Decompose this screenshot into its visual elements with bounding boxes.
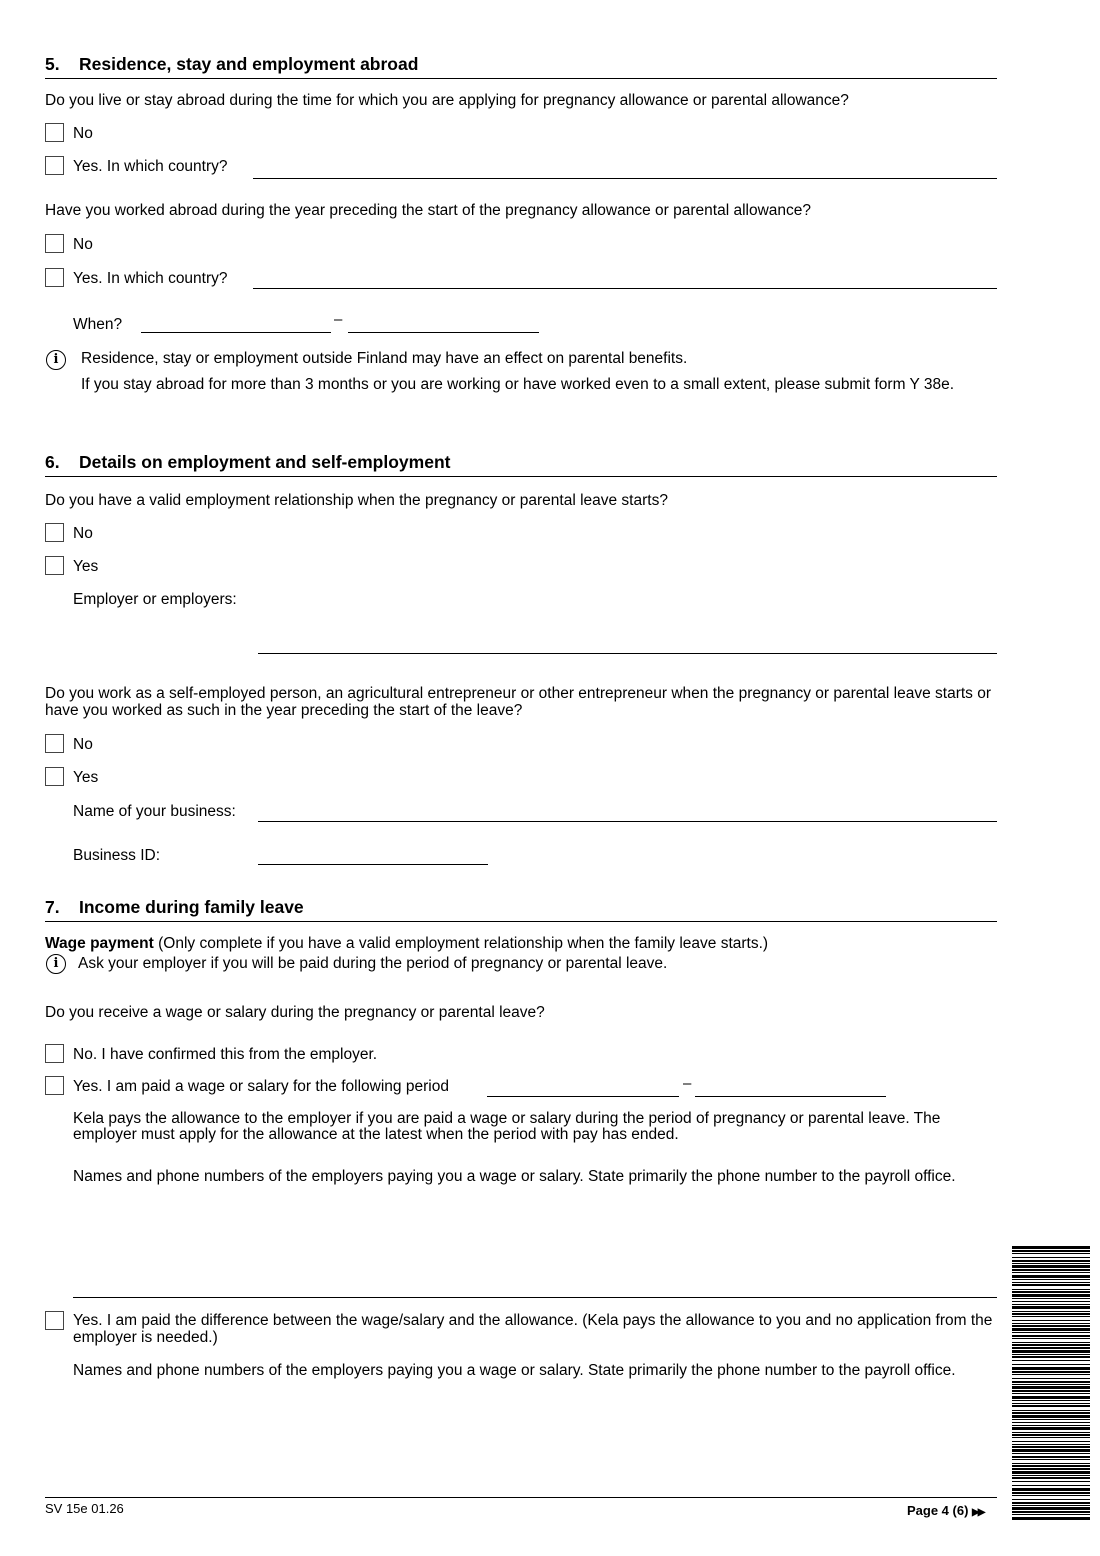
barcode-bar bbox=[1012, 1294, 1090, 1297]
s7-no-checkbox[interactable] bbox=[45, 1044, 64, 1063]
barcode-bar bbox=[1012, 1356, 1090, 1358]
s7-wage-payment-line bbox=[45, 935, 768, 953]
barcode-bar bbox=[1012, 1505, 1090, 1506]
barcode-bar bbox=[1012, 1332, 1090, 1333]
s5-q2-country-field[interactable] bbox=[253, 288, 997, 289]
barcode-bar bbox=[1012, 1263, 1090, 1264]
barcode-bar bbox=[1012, 1499, 1090, 1500]
barcode-bar bbox=[1012, 1475, 1090, 1476]
barcode-bar bbox=[1012, 1338, 1090, 1339]
s6-employer-field[interactable] bbox=[258, 653, 997, 654]
s7-period-start-field[interactable] bbox=[487, 1096, 679, 1097]
section-6-title: 6. Details on employment and self-employment bbox=[45, 452, 451, 472]
barcode-bar bbox=[1012, 1364, 1090, 1365]
s6-q2-yes-checkbox[interactable] bbox=[45, 767, 64, 786]
barcode-bar bbox=[1012, 1425, 1090, 1426]
barcode-bar bbox=[1012, 1485, 1090, 1486]
s7-employers-field-1[interactable] bbox=[73, 1297, 997, 1298]
barcode-bar bbox=[1012, 1381, 1090, 1383]
s7-wage-payment-heading: Wage payment bbox=[45, 935, 154, 952]
s7-yes-difference-label: Yes. I am paid the difference between the wage/salary and the allowance. (Kela pays the allowance to you and no application from the employer is needed.) bbox=[73, 1312, 993, 1346]
barcode-bar bbox=[1012, 1384, 1090, 1385]
barcode-bar bbox=[1012, 1378, 1090, 1379]
s6-q2-no-checkbox[interactable] bbox=[45, 734, 64, 753]
info-icon: i bbox=[46, 350, 66, 370]
barcode-bar bbox=[1012, 1325, 1090, 1327]
barcode-bar bbox=[1012, 1507, 1090, 1510]
barcode-bar bbox=[1012, 1453, 1090, 1454]
barcode-bar bbox=[1012, 1284, 1090, 1286]
s5-info-text-1: Residence, stay or employment outside Finland may have an effect on parental benefits. bbox=[81, 350, 688, 367]
s7-yes-period-checkbox[interactable] bbox=[45, 1076, 64, 1095]
barcode-bar bbox=[1012, 1269, 1090, 1271]
barcode-bar bbox=[1012, 1344, 1090, 1346]
barcode-bar bbox=[1012, 1434, 1090, 1436]
s5-when-end-field[interactable] bbox=[348, 332, 539, 333]
barcode-bar bbox=[1012, 1282, 1090, 1283]
info-icon: i bbox=[46, 954, 66, 974]
s6-q1-yes-label: Yes bbox=[73, 558, 99, 575]
barcode-bar bbox=[1012, 1456, 1090, 1458]
barcode-bar bbox=[1012, 1511, 1090, 1513]
barcode-bar bbox=[1012, 1481, 1090, 1482]
s7-names-text-1: Names and phone numbers of the employers paying you a wage or salary. State primarily the phone number to the payroll office. bbox=[73, 1168, 956, 1185]
s5-when-start-field[interactable] bbox=[141, 332, 331, 333]
s5-q1-yes-label: Yes. In which country? bbox=[73, 158, 228, 175]
s5-info-text-2: If you stay abroad for more than 3 months or you are working or have worked even to a small extent, please submit form Y 38e. bbox=[81, 376, 955, 393]
barcode-bar bbox=[1012, 1495, 1090, 1496]
s5-q2-yes-checkbox[interactable] bbox=[45, 268, 64, 287]
barcode-bar bbox=[1012, 1275, 1090, 1278]
barcode-bar bbox=[1012, 1250, 1090, 1252]
s6-business-id-label: Business ID: bbox=[73, 847, 161, 864]
barcode-bar bbox=[1012, 1253, 1090, 1254]
barcode-bar bbox=[1012, 1422, 1090, 1423]
barcode-bar bbox=[1012, 1311, 1090, 1312]
barcode-bar bbox=[1012, 1342, 1090, 1343]
s7-no-label: No. I have confirmed this from the employer. bbox=[73, 1046, 378, 1063]
s5-when-label: When? bbox=[73, 316, 123, 333]
barcode-bar bbox=[1012, 1502, 1090, 1504]
barcode-bar bbox=[1012, 1367, 1090, 1370]
s5-when-dash: – bbox=[334, 311, 343, 328]
barcode-bar bbox=[1012, 1306, 1090, 1309]
s6-business-name-label: Name of your business: bbox=[73, 803, 236, 820]
barcode-bar bbox=[1012, 1257, 1090, 1258]
footer-form-code: SV 15e 01.26 bbox=[45, 1501, 124, 1516]
barcode-bar bbox=[1012, 1488, 1090, 1491]
section-5-question-1: Do you live or stay abroad during the time for which you are applying for pregnancy allowance or parental allowance? bbox=[45, 92, 849, 109]
barcode-bar bbox=[1012, 1432, 1090, 1433]
barcode-bar bbox=[1012, 1313, 1090, 1315]
barcode-bar bbox=[1012, 1260, 1090, 1262]
barcode-bar bbox=[1012, 1437, 1090, 1438]
barcode-bar bbox=[1012, 1272, 1090, 1273]
s5-q1-no-checkbox[interactable] bbox=[45, 123, 64, 142]
s6-q1-no-checkbox[interactable] bbox=[45, 523, 64, 542]
barcode-bar bbox=[1012, 1390, 1090, 1392]
barcode-bar bbox=[1012, 1265, 1090, 1268]
barcode-bar bbox=[1012, 1328, 1090, 1331]
s6-employer-label: Employer or employers: bbox=[73, 591, 237, 608]
s7-yes-difference-checkbox[interactable] bbox=[45, 1311, 64, 1330]
s7-info-text: Ask your employer if you will be paid during the period of pregnancy or parental leave. bbox=[78, 955, 668, 972]
s5-q1-no-label: No bbox=[73, 125, 93, 142]
barcode-bar bbox=[1012, 1463, 1090, 1464]
barcode-bar bbox=[1012, 1323, 1090, 1324]
barcode-bar bbox=[1012, 1279, 1090, 1280]
barcode-bar bbox=[1012, 1446, 1090, 1448]
barcode-bar bbox=[1012, 1412, 1090, 1414]
s7-question: Do you receive a wage or salary during the pregnancy or parental leave? bbox=[45, 1004, 545, 1021]
section-6-rule bbox=[45, 476, 997, 477]
s6-q2-no-label: No bbox=[73, 736, 93, 753]
barcode-image bbox=[1012, 1246, 1090, 1518]
footer-rule bbox=[45, 1497, 997, 1498]
barcode-bar bbox=[1012, 1304, 1090, 1305]
barcode-bar bbox=[1012, 1400, 1090, 1401]
section-5-rule bbox=[45, 78, 997, 79]
section-5-question-2: Have you worked abroad during the year preceding the start of the pregnancy allowance or parental allowance? bbox=[45, 202, 812, 219]
s5-q2-no-checkbox[interactable] bbox=[45, 234, 64, 253]
barcode-bar bbox=[1012, 1289, 1090, 1290]
barcode-bar bbox=[1012, 1386, 1090, 1389]
footer-page-number: Page 4 (6) ▶▶ bbox=[907, 1503, 984, 1518]
s7-yes-period-label: Yes. I am paid a wage or salary for the following period bbox=[73, 1078, 449, 1095]
barcode-bar bbox=[1012, 1350, 1090, 1353]
barcode-bar bbox=[1012, 1298, 1090, 1299]
section-6-question-2: Do you work as a self-employed person, an agricultural entrepreneur or other entrepreneur when the pregnancy or parental leave starts or have you worked as such in the year preceding the start of the leave? bbox=[45, 685, 992, 719]
s7-period-end-field[interactable] bbox=[695, 1096, 886, 1097]
barcode-bar bbox=[1012, 1396, 1090, 1399]
barcode-bar bbox=[1012, 1477, 1090, 1479]
section-6-question-1: Do you have a valid employment relationship when the pregnancy or parental leave starts? bbox=[45, 492, 668, 509]
barcode-bar bbox=[1012, 1291, 1090, 1293]
barcode-bar bbox=[1012, 1374, 1090, 1375]
s6-business-name-field[interactable] bbox=[258, 821, 997, 822]
barcode-bar bbox=[1012, 1492, 1090, 1494]
barcode-bar bbox=[1012, 1449, 1090, 1452]
s6-q1-yes-checkbox[interactable] bbox=[45, 556, 64, 575]
s6-q1-no-label: No bbox=[73, 525, 93, 542]
s5-q1-country-field[interactable] bbox=[253, 178, 997, 179]
barcode-bar bbox=[1012, 1246, 1090, 1249]
s6-q2-yes-label: Yes bbox=[73, 769, 99, 786]
barcode-bar bbox=[1012, 1419, 1090, 1420]
section-7-rule bbox=[45, 921, 997, 922]
barcode-bar bbox=[1012, 1427, 1090, 1430]
barcode-bar bbox=[1012, 1441, 1090, 1442]
barcode-bar bbox=[1012, 1471, 1090, 1474]
barcode-bar bbox=[1012, 1354, 1090, 1355]
barcode-bar bbox=[1012, 1371, 1090, 1373]
s5-q2-yes-label: Yes. In which country? bbox=[73, 270, 228, 287]
next-page-arrows-icon: ▶▶ bbox=[972, 1507, 984, 1518]
barcode-bar bbox=[1012, 1320, 1090, 1321]
s5-q1-yes-checkbox[interactable] bbox=[45, 156, 64, 175]
barcode-bar bbox=[1012, 1468, 1090, 1470]
section-7-title: 7. Income during family leave bbox=[45, 897, 304, 917]
s7-wage-payment-note: (Only complete if you have a valid employment relationship when the family leave starts.) bbox=[153, 935, 769, 952]
s6-business-id-field[interactable] bbox=[258, 864, 488, 865]
s7-kela-text: Kela pays the allowance to the employer if you are paid a wage or salary during the period of pregnancy or parental leave. The employer must apply for the allowance at the latest when the period with pay has ended. bbox=[73, 1110, 941, 1143]
barcode-bar bbox=[1012, 1410, 1090, 1411]
barcode-bar bbox=[1012, 1465, 1090, 1467]
barcode-bar bbox=[1012, 1444, 1090, 1445]
barcode-bar bbox=[1012, 1405, 1090, 1407]
barcode-bar bbox=[1012, 1316, 1090, 1317]
barcode-bar bbox=[1012, 1514, 1090, 1515]
section-5-title: 5. Residence, stay and employment abroad bbox=[45, 54, 419, 74]
barcode-bar bbox=[1012, 1335, 1090, 1337]
barcode-bar bbox=[1012, 1517, 1090, 1520]
barcode-bar bbox=[1012, 1393, 1090, 1394]
s5-q2-no-label: No bbox=[73, 236, 93, 253]
s7-period-dash: – bbox=[683, 1075, 692, 1092]
s7-names-text-2: Names and phone numbers of the employers paying you a wage or salary. State primarily the phone number to the payroll office. bbox=[73, 1362, 956, 1379]
barcode-bar bbox=[1012, 1347, 1090, 1349]
barcode-bar bbox=[1012, 1459, 1090, 1460]
barcode-bar bbox=[1012, 1360, 1090, 1361]
barcode-bar bbox=[1012, 1415, 1090, 1418]
barcode-bar bbox=[1012, 1403, 1090, 1404]
barcode-bar bbox=[1012, 1301, 1090, 1302]
